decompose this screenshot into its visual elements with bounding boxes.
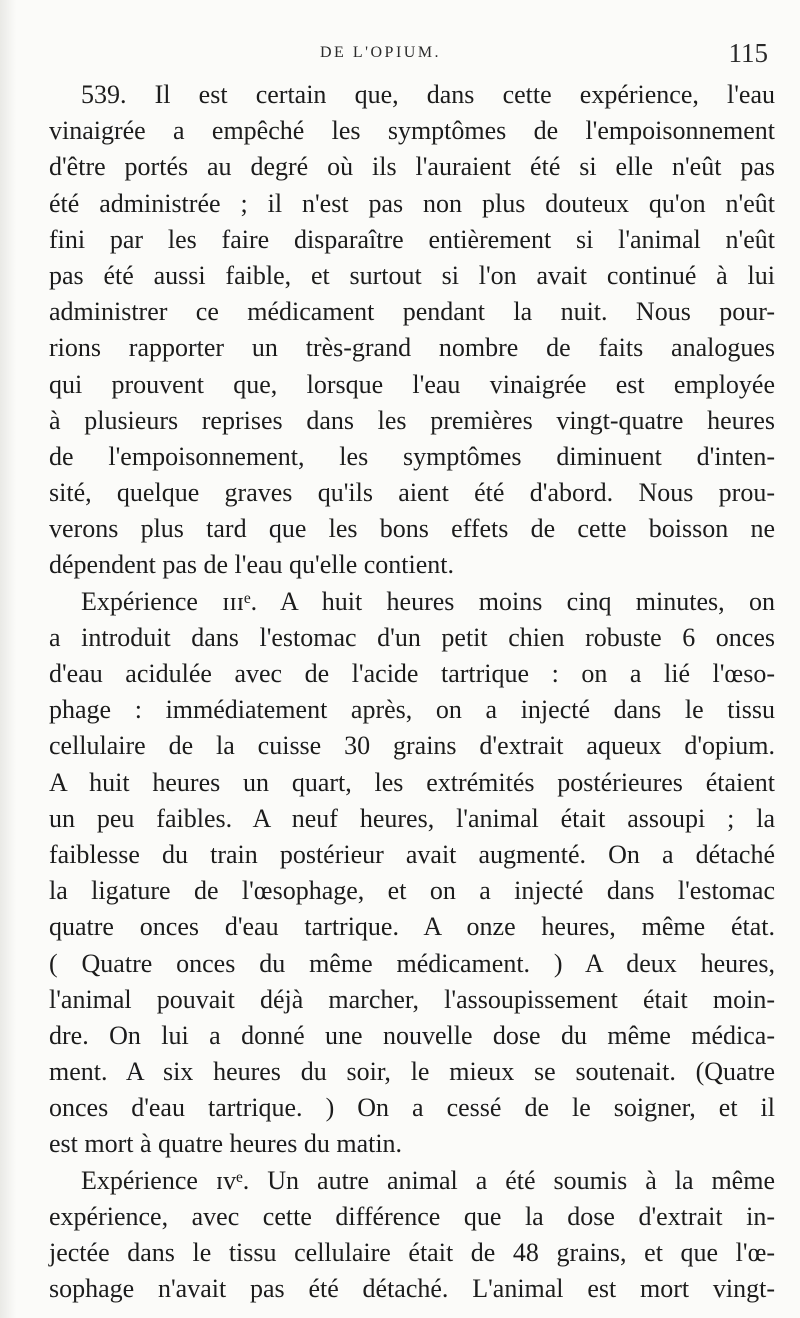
running-title: DE L'OPIUM. [320,44,442,61]
text-line: dépendent pas de l'eau qu'elle contient. [49,550,454,580]
text-line: pas été aussi faible, et surtout si l'on avait continué à lui [49,260,775,290]
text-line: l'animal pouvait déjà marcher, l'assoupissement était moin- [49,984,775,1014]
text-line: vinaigrée a empêché les symptômes de l'empoisonnement [49,116,775,146]
text-line: jectée dans le tissu cellulaire était de 48 grains, et que l'œ- [49,1238,775,1267]
text-line: quatre onces d'eau tartrique. A onze heures, même état. [49,912,775,942]
text-line: verons plus tard que les bons effets de cette boisson ne [49,514,775,544]
text-line: rions rapporter un très-grand nombre de faits analogues [49,333,775,363]
text-line: d'eau acidulée avec de l'acide tartrique : on a lié l'œso- [49,659,775,688]
text-line: été administrée ; il n'est pas non plus douteux qu'on n'eût [49,188,775,218]
text-line: est mort à quatre heures du matin. [49,1129,403,1159]
text-line: a introduit dans l'estomac d'un petit chien robuste 6 onces [49,622,775,652]
text-line: faiblesse du train postérieur avait augmenté. On a détaché [49,839,775,869]
text-line: ( Quatre onces du même médicament. ) A deux heures, [49,948,775,978]
text-line: Expérience ɪᴠᵉ. Un autre animal a été soumis à la même [81,1165,775,1195]
text-line: Expérience ɪɪɪᵉ. A huit heures moins cinq minutes, on [81,586,775,616]
body-text [49,77,775,1307]
text-line: 539. Il est certain que, dans cette expérience, l'eau [81,80,775,109]
running-head [50,38,768,72]
text-line: la ligature de l'œsophage, et on a injecté dans l'estomac [49,876,775,906]
text-line: A huit heures un quart, les extrémités postérieures étaient [49,767,775,797]
text-line: administrer ce médicament pendant la nuit. Nous pour- [49,297,775,327]
text-line: de l'empoisonnement, les symptômes diminuent d'inten- [49,441,775,471]
page-gutter-shadow [0,0,16,1318]
text-line: sité, quelque graves qu'ils aient été d'abord. Nous prou- [49,478,775,508]
text-line: fini par les faire disparaître entièrement si l'animal n'eût [49,224,775,254]
page-number: 115 [728,38,768,68]
text-line: onces d'eau tartrique. ) On a cessé de le soigner, et il [49,1093,775,1123]
text-line: un peu faibles. A neuf heures, l'animal était assoupi ; la [49,803,775,833]
text-line: cellulaire de la cuisse 30 grains d'extrait aqueux d'opium. [49,731,775,761]
text-line: ment. A six heures du soir, le mieux se soutenait. (Quatre [49,1057,775,1087]
text-line: d'être portés au degré où ils l'auraient été si elle n'eût pas [49,152,775,182]
text-line: phage : immédiatement après, on a injecté dans le tissu [49,695,775,725]
text-line: sophage n'avait pas été détaché. L'animal est mort vingt- [49,1274,775,1304]
text-line: expérience, avec cette différence que la dose d'extrait in- [49,1201,775,1231]
text-line: qui prouvent que, lorsque l'eau vinaigrée est employée [49,369,775,399]
text-line: dre. On lui a donné une nouvelle dose du même médica- [49,1020,775,1050]
text-line: à plusieurs reprises dans les premières vingt-quatre heures [49,405,775,435]
